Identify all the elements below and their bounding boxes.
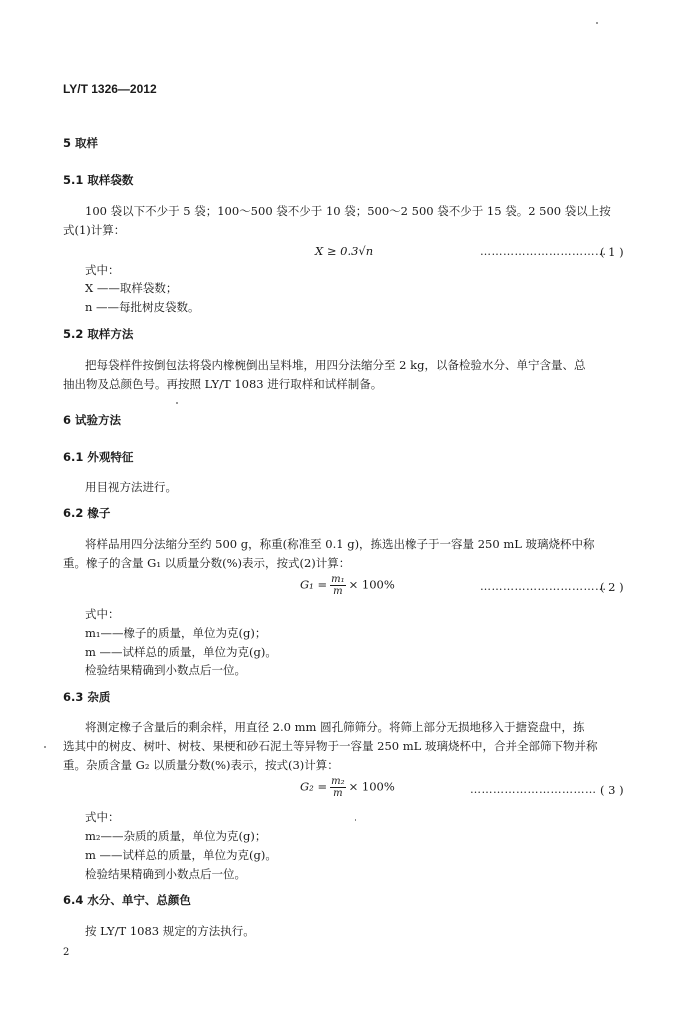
formula-3-lhs: G₂ =	[300, 779, 328, 794]
section-6-3-title: 6.3 杂质	[63, 690, 111, 704]
scan-speck	[355, 819, 356, 821]
scan-speck	[44, 746, 46, 748]
section-6-2-title: 6.2 橡子	[63, 506, 111, 520]
definition-m2: m₂——杂质的质量，单位为克(g)；	[85, 829, 267, 843]
formula-2-rhs: × 100%	[348, 577, 395, 592]
precision-note-3: 检验结果精确到小数点后一位。	[85, 867, 246, 881]
section-5-1-para-line1: 100 袋以下不少于 5 袋；100～500 袋不少于 10 袋；500～2 500 袋不少于 15 袋。2 500 袋以上按	[85, 204, 611, 218]
scan-speck	[596, 22, 598, 24]
formula-3-fraction	[330, 776, 346, 799]
formula-2-numerator: m₁	[331, 574, 345, 585]
section-6-3-para-line3: 重。杂质含量 G₂ 以质量分数(%)表示，按式(3)计算：	[63, 758, 339, 772]
formula-2-leader: ……………………………	[480, 580, 607, 593]
precision-note-2: 检验结果精确到小数点后一位。	[85, 663, 246, 677]
section-6-3-para-line2: 选其中的树皮、树叶、树枝、果梗和砂石泥土等异物于一容量 250 mL 玻璃烧杯中，合并全部筛下物并称	[63, 739, 598, 753]
equation-number-3: ( 3 )	[600, 783, 624, 797]
definition-X: X ——取样袋数；	[85, 281, 178, 295]
standard-code-header: LY/T 1326—2012	[63, 82, 157, 96]
formula-1-leader: ……………………………	[480, 245, 607, 258]
section-6-4-title: 6.4 水分、单宁、总颜色	[63, 893, 191, 907]
section-5-2-para-line1: 把每袋样件按倒包法将袋内橡椀倒出呈料堆，用四分法缩分至 2 kg，以备检验水分、单宁含量、总	[85, 358, 586, 372]
page-number: 2	[63, 947, 70, 958]
formula-2	[300, 574, 395, 597]
section-5-title: 5 取样	[63, 136, 99, 150]
scan-speck	[176, 402, 178, 404]
formula-3-leader: ……………………………	[470, 783, 597, 796]
section-6-1-para: 用目视方法进行。	[85, 480, 177, 494]
formula-3-numerator: m₂	[331, 776, 345, 787]
section-6-title: 6 试验方法	[63, 413, 122, 427]
section-6-4-para: 按 LY/T 1083 规定的方法执行。	[85, 924, 255, 938]
section-6-3-para-line1: 将测定橡子含量后的剩余样，用直径 2.0 mm 圆孔筛筛分。将筛上部分无损地移入于搪瓷盘中，拣	[85, 720, 585, 734]
where-label-2: 式中：	[85, 607, 120, 621]
section-6-2-para-line2: 重。橡子的含量 G₁ 以质量分数(%)表示，按式(2)计算：	[63, 556, 351, 570]
section-6-1-title: 6.1 外观特征	[63, 450, 134, 464]
formula-2-lhs: G₁ =	[300, 577, 328, 592]
formula-3-rhs: × 100%	[348, 779, 395, 794]
definition-m-3: m ——试样总的质量，单位为克(g)。	[85, 848, 277, 862]
where-label-3: 式中：	[85, 810, 120, 824]
equation-number-2: ( 2 )	[600, 580, 624, 594]
section-5-1-title: 5.1 取样袋数	[63, 173, 134, 187]
formula-2-denominator: m	[333, 586, 343, 597]
definition-m1: m₁——橡子的质量，单位为克(g)；	[85, 626, 267, 640]
section-5-2-title: 5.2 取样方法	[63, 327, 134, 341]
section-5-1-para-line2: 式(1)计算：	[63, 223, 126, 237]
section-5-2-para-line2: 抽出物及总颜色号。再按照 LY/T 1083 进行取样和试样制备。	[63, 377, 383, 391]
equation-number-1: ( 1 )	[600, 245, 624, 259]
section-6-2-para-line1: 将样品用四分法缩分至约 500 g，称重(称准至 0.1 g)，拣选出橡子于一容量 250 mL 玻璃烧杯中称	[85, 537, 595, 551]
definition-m-2: m ——试样总的质量，单位为克(g)。	[85, 645, 277, 659]
where-label-1: 式中：	[85, 263, 120, 277]
formula-1: X ≥ 0.3√n	[315, 244, 374, 258]
formula-2-fraction	[330, 574, 346, 597]
formula-3	[300, 776, 395, 799]
definition-n: n ——每批树皮袋数。	[85, 300, 200, 314]
formula-3-denominator: m	[333, 788, 343, 799]
